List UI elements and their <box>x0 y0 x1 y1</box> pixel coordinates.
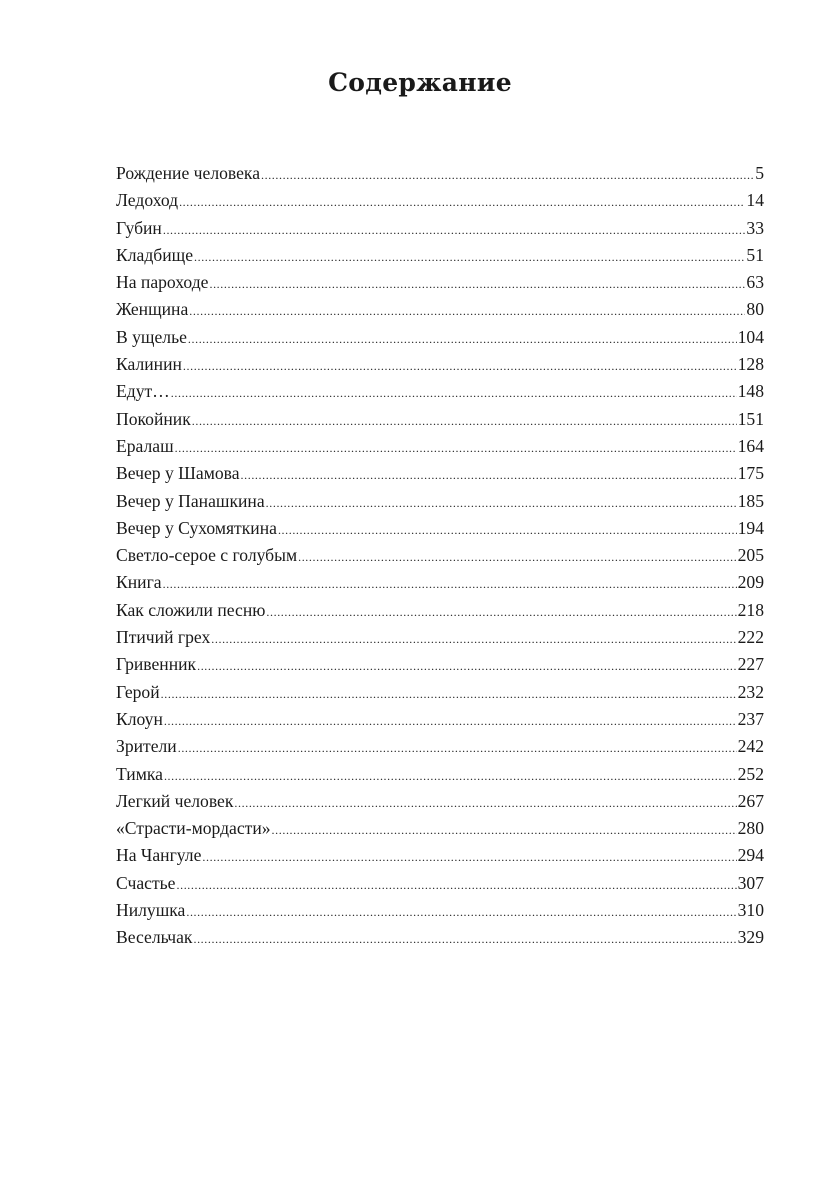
toc-entry-title: Вечер у Шамова <box>116 463 240 484</box>
toc-entry-page-number: 80 <box>746 299 764 320</box>
toc-entry[interactable] <box>116 460 764 487</box>
toc-dot-leader <box>186 899 736 926</box>
toc-entry[interactable] <box>116 542 764 569</box>
toc-entry[interactable] <box>116 569 764 596</box>
toc-entry-title: Светло-серое с голубым <box>116 545 298 566</box>
toc-entry-page-number: 329 <box>737 927 764 948</box>
toc-entry-page-number: 63 <box>746 272 764 293</box>
toc-entry-page-number: 175 <box>737 463 764 484</box>
toc-dot-leader <box>179 189 745 216</box>
toc-entry-title: Птичий грех <box>116 627 211 648</box>
toc-entry-page-number: 252 <box>737 763 764 784</box>
toc-entry-page-number: 151 <box>737 408 764 429</box>
toc-entry-page-number: 232 <box>737 681 764 702</box>
toc-entry[interactable] <box>116 624 764 651</box>
toc-dot-leader <box>241 462 737 489</box>
toc-entry[interactable] <box>116 215 764 242</box>
table-of-contents <box>116 160 764 952</box>
toc-entry-title: Гривенник <box>116 654 197 675</box>
toc-entry-page-number: 307 <box>737 872 764 893</box>
toc-dot-leader <box>266 490 737 517</box>
toc-dot-leader <box>197 653 737 680</box>
toc-entry-title: Как сложили песню <box>116 599 266 620</box>
toc-entry[interactable] <box>116 815 764 842</box>
toc-entry[interactable] <box>116 160 764 187</box>
toc-dot-leader <box>266 599 736 626</box>
toc-dot-leader <box>161 681 737 708</box>
toc-entry-title: Легкий человек <box>116 790 234 811</box>
toc-dot-leader <box>163 217 746 244</box>
toc-entry-page-number: 148 <box>737 381 764 402</box>
toc-entry[interactable] <box>116 788 764 815</box>
toc-entry-title: Рождение человека <box>116 163 260 183</box>
toc-entry[interactable] <box>116 269 764 296</box>
toc-entry-page-number: 209 <box>737 572 764 593</box>
toc-entry-page-number: 222 <box>737 627 764 648</box>
toc-dot-leader <box>175 435 737 462</box>
toc-entry-title: В ущелье <box>116 326 187 347</box>
toc-entry[interactable] <box>116 433 764 460</box>
toc-dot-leader <box>183 353 737 380</box>
toc-entry-title: Женщина <box>116 299 189 320</box>
toc-entry[interactable] <box>116 406 764 433</box>
toc-entry[interactable] <box>116 897 764 924</box>
toc-entry-title: Кладбище <box>116 244 193 265</box>
toc-entry-page-number: 185 <box>737 490 764 511</box>
toc-entry-page-number: 5 <box>755 163 764 183</box>
toc-entry-title: Покойник <box>116 408 191 429</box>
toc-entry-title: Тимка <box>116 763 163 784</box>
toc-entry[interactable] <box>116 924 764 951</box>
page-title: Содержание <box>328 68 512 97</box>
toc-entry[interactable] <box>116 733 764 760</box>
toc-entry-title: Нилушка <box>116 900 186 921</box>
toc-entry[interactable] <box>116 679 764 706</box>
toc-dot-leader <box>189 298 745 325</box>
toc-dot-leader <box>178 735 737 762</box>
toc-entry-title: Зрители <box>116 736 177 757</box>
toc-entry[interactable] <box>116 706 764 733</box>
toc-entry-title: На пароходе <box>116 272 209 293</box>
toc-entry-page-number: 242 <box>737 736 764 757</box>
toc-dot-leader <box>209 271 745 298</box>
toc-entry-title: Книга <box>116 572 162 593</box>
toc-entry-title: Ералаш <box>116 435 174 456</box>
toc-entry-title: Едут… <box>116 381 170 402</box>
toc-entry[interactable] <box>116 515 764 542</box>
toc-entry[interactable] <box>116 651 764 678</box>
toc-entry-page-number: 14 <box>746 190 764 211</box>
toc-dot-leader <box>171 380 737 407</box>
toc-dot-leader <box>163 571 737 598</box>
toc-entry-page-number: 280 <box>737 818 764 839</box>
toc-dot-leader <box>194 244 745 271</box>
toc-entry[interactable] <box>116 296 764 323</box>
toc-entry-title: Губин <box>116 217 162 238</box>
toc-entry-title: «Страсти-мордасти» <box>116 818 271 839</box>
toc-entry-page-number: 128 <box>737 354 764 375</box>
toc-entry-page-number: 218 <box>737 599 764 620</box>
toc-entry-title: Весельчак <box>116 927 193 948</box>
toc-dot-leader <box>177 872 737 899</box>
toc-entry-title: Вечер у Сухомяткина <box>116 517 277 538</box>
toc-entry-title: Клоун <box>116 708 163 729</box>
toc-dot-leader <box>211 626 736 653</box>
toc-dot-leader <box>164 708 737 735</box>
toc-entry-page-number: 104 <box>737 326 764 347</box>
toc-entry-page-number: 51 <box>746 244 764 265</box>
toc-entry[interactable] <box>116 378 764 405</box>
toc-entry-page-number: 267 <box>737 790 764 811</box>
toc-dot-leader <box>278 517 737 544</box>
toc-entry[interactable] <box>116 488 764 515</box>
toc-entry-title: Ледоход <box>116 190 179 211</box>
toc-entry-title: Вечер у Панашкина <box>116 490 265 511</box>
toc-entry-page-number: 237 <box>737 708 764 729</box>
toc-entry[interactable] <box>116 842 764 869</box>
toc-dot-leader <box>234 790 736 817</box>
toc-entry-title: Счастье <box>116 872 176 893</box>
toc-entry-page-number: 227 <box>737 654 764 675</box>
toc-entry[interactable] <box>116 351 764 378</box>
toc-entry[interactable] <box>116 242 764 269</box>
toc-dot-leader <box>192 408 737 435</box>
toc-entry-title: На Чангуле <box>116 845 202 866</box>
toc-dot-leader <box>298 544 737 571</box>
toc-entry-page-number: 205 <box>737 545 764 566</box>
toc-entry-page-number: 33 <box>746 217 764 238</box>
toc-entry-page-number: 164 <box>737 435 764 456</box>
toc-dot-leader <box>261 162 754 189</box>
toc-entry-page-number: 294 <box>737 845 764 866</box>
toc-entry[interactable] <box>116 597 764 624</box>
toc-entry[interactable] <box>116 187 764 214</box>
toc-dot-leader <box>272 817 737 844</box>
toc-dot-leader <box>202 844 736 871</box>
toc-dot-leader <box>188 326 737 353</box>
toc-entry[interactable] <box>116 870 764 897</box>
toc-entry-page-number: 310 <box>737 900 764 921</box>
toc-entry-title: Калинин <box>116 354 182 375</box>
toc-dot-leader <box>164 763 737 790</box>
toc-entry-page-number: 194 <box>737 517 764 538</box>
toc-dot-leader <box>193 926 736 953</box>
toc-entry[interactable] <box>116 324 764 351</box>
toc-entry-title: Герой <box>116 681 160 702</box>
toc-entry[interactable] <box>116 761 764 788</box>
